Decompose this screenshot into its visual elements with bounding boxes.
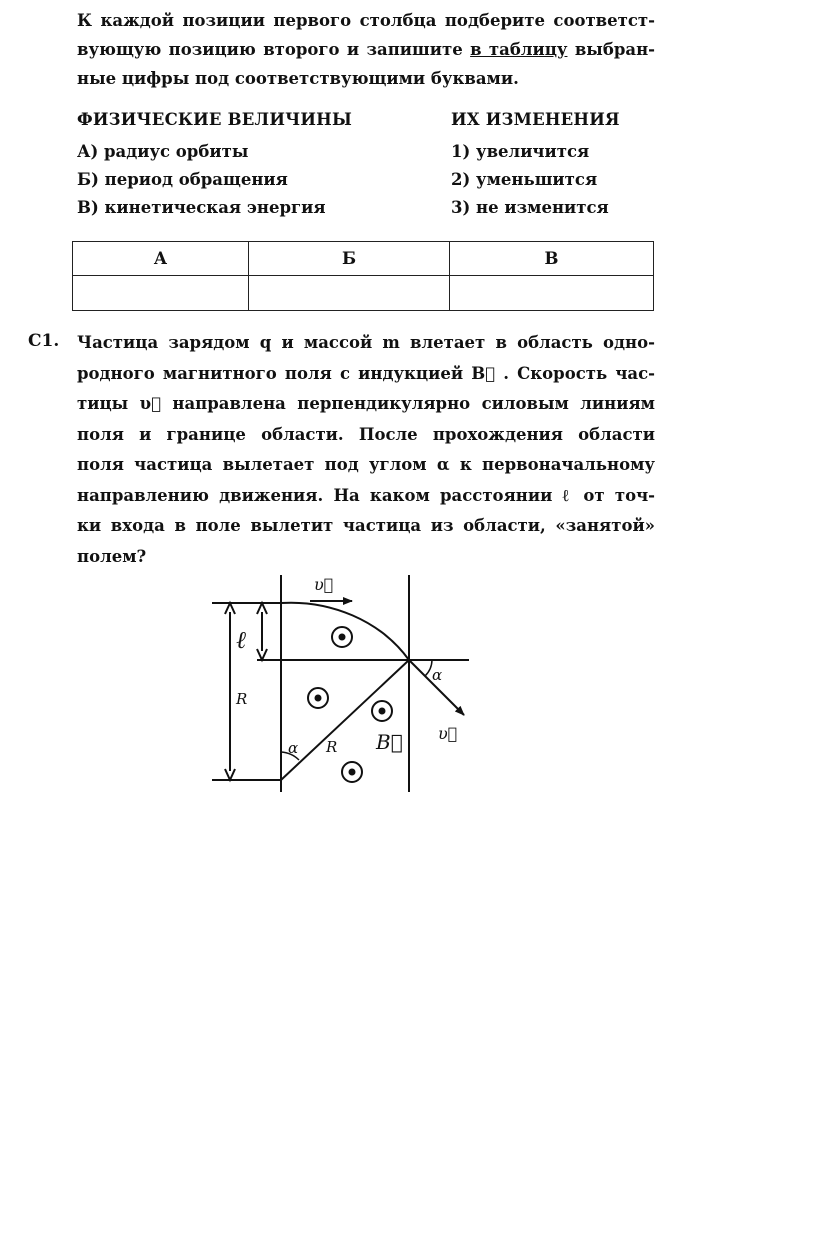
underlined-phrase: в таблицу — [470, 40, 568, 59]
exit-angle-arc — [425, 660, 432, 676]
answer-cell-b[interactable] — [249, 276, 450, 311]
question-line-3: тицы υ⃗ направлена перпендикулярно силовым линиям — [77, 394, 655, 413]
intro-line-3: ные цифры под соответствующими буквами. — [77, 69, 519, 88]
label-v-exit: υ⃗ — [438, 724, 458, 743]
question-line-6: направлению движения. На каком расстоянии ℓ от точ- — [77, 485, 655, 505]
intro-line-1: К каждой позиции первого столбца подберите соответст- — [77, 11, 655, 30]
intro-line-2-start: вующую позицию второго и запишите — [77, 40, 463, 59]
question-line-1: Частица зарядом q и массой m влетает в область одно- — [77, 333, 655, 352]
label-b-field: B⃗ — [376, 730, 403, 754]
label-r-diagonal: R — [326, 738, 338, 756]
label-alpha-center: α — [288, 739, 299, 757]
right-item-3: 3) не изменится — [451, 198, 609, 217]
question-text — [77, 328, 655, 572]
trajectory-arc — [281, 603, 409, 660]
question-line-4: поля и границе области. После прохождения области — [77, 424, 655, 444]
answer-header-b: Б — [249, 242, 450, 276]
question-line-2: родного магнитного поля с индукцией B⃗ . Скорость час- — [77, 363, 655, 383]
radius-line — [281, 660, 409, 780]
intro-text — [77, 6, 655, 93]
left-item-b: Б) период обращения — [77, 170, 288, 189]
right-column-header: ИХ ИЗМЕНЕНИЯ — [451, 110, 620, 129]
answer-table — [72, 241, 654, 311]
label-r-left: R — [236, 690, 248, 708]
left-column-header: ФИЗИЧЕСКИЕ ВЕЛИЧИНЫ — [77, 110, 353, 129]
left-item-a: А) радиус орбиты — [77, 142, 249, 161]
question-line-8: полем? — [77, 546, 147, 566]
question-line-7: ки входа в поле вылетит частица из области, «занятой» — [77, 516, 655, 535]
answer-header-c: В — [450, 242, 654, 276]
left-item-c: В) кинетическая энергия — [77, 198, 326, 217]
answer-header-a: А — [73, 242, 249, 276]
intro-line-2-end: выбран- — [574, 40, 655, 59]
magnetic-field-figure — [0, 560, 816, 820]
answer-cell-c[interactable] — [450, 276, 654, 311]
label-alpha-exit: α — [432, 666, 443, 684]
label-v-top: υ⃗ — [314, 575, 334, 594]
right-item-1: 1) увеличится — [451, 142, 590, 161]
label-ell: ℓ — [236, 626, 246, 654]
right-item-2: 2) уменьшится — [451, 170, 598, 189]
intro-line-2 — [77, 35, 655, 64]
question-line-5: поля частица вылетает под углом α к первоначальному — [77, 455, 655, 474]
answer-cell-a[interactable] — [73, 276, 249, 311]
question-number: С1. — [28, 331, 60, 351]
